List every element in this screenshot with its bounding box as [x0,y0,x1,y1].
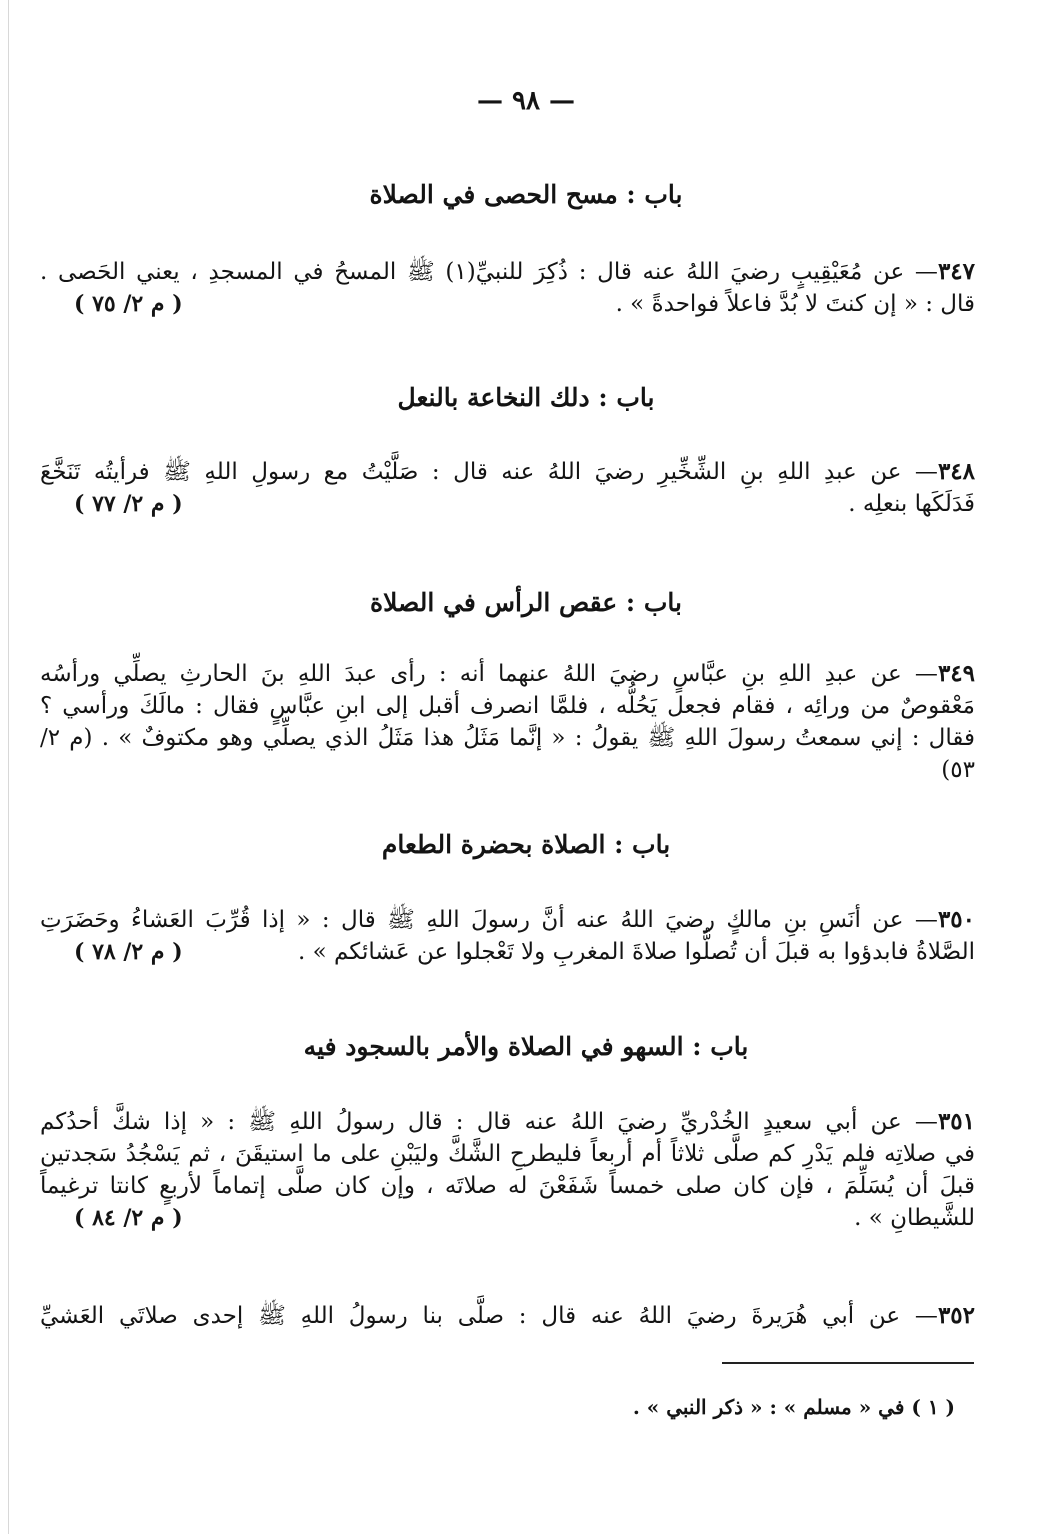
hadith-line: ٣٥١— عن أبي سعيدٍ الخُدْريِّ رضيَ اللهُ عنه قال : قال رسولُ اللهِ ﷺ : « إذا شكَّ أحدُكم [40,1108,975,1135]
hadith-347 [40,256,975,320]
hadith-line: فَدَلَكَها بنعلِه . ( م ٢/ ٧٧ ) [40,488,975,520]
hadith-line: في صلاتِه فلم يَدْرِ كم صلَّى ثلاثاً أم أربعاً فليطرحِ الشَّكَّ وليَبْنِ على ما استيقَنَ ، ثم يَسْجُدُ سَجدتين [40,1141,975,1167]
chapter-heading-347: باب : مسح الحصى في الصلاة [369,180,683,209]
hadith-line: ٣٥٢— عن أبي هُرَيرةَ رضيَ اللهُ عنه قال : صلَّى بنا رسولُ اللهِ ﷺ إحدى صلاتَي العَشيِّ [40,1302,975,1329]
chapter-heading-351: باب : السهو في الصلاة والأمر بالسجود فيه [303,1032,749,1061]
hadith-line: ٣٤٨— عن عبدِ اللهِ بنِ الشِّخِّيرِ رضيَ اللهُ عنه قال : صَلَّيْتُ مع رسولِ اللهِ ﷺ فرأيتُه تَنَخَّعَ [40,458,975,485]
hadith-351 [40,1106,975,1234]
hadith-348 [40,456,975,520]
page-number: — ٩٨ — [476,86,576,116]
hadith-349 [40,658,976,783]
hadith-line: مَعْقوصٌ من ورائِه ، فقام فجعل يَحُلُّه ، فلمَّا انصرف أقبل إلى ابنِ عبَّاسٍ فقال : مالَكَ ورأسي ؟ [40,693,975,719]
hadith-line: الصَّلاةُ فابدؤوا به قبلَ أن تُصلُّوا صلاةَ المغربِ ولا تَعْجلوا عن عَشائكم » . ( م ٢/ ٧٨ ) [40,936,975,968]
hadith-line: للشَّيطانِ » . ( م ٢/ ٨٤ ) [40,1202,975,1234]
scan-edge-line [8,0,9,1534]
hadith-number: ٣٥٢ [937,1302,975,1329]
chapter-heading-349: باب : عقص الرأس في الصلاة [370,588,682,617]
chapter-heading-348: باب : دلك النخاعة بالنعل [397,383,655,412]
hadith-reference: ( م ٢/ ٧٧ ) [74,491,183,517]
hadith-number: ٣٤٩ [937,660,975,687]
hadith-number: ٣٥٠ [937,906,975,933]
hadith-line: ٣٥٠— عن أنَسِ بنِ مالكٍ رضيَ اللهُ عنه أنَّ رسولَ اللهِ ﷺ قال : « إذا قُرِّبَ العَشاءُ وحَضَرَتِ [40,906,975,933]
hadith-line: قبلَ أن يُسَلِّمَ ، فإن كان صلى خمساً شَفَعْنَ له صلاتَه ، وإن كان صلَّى إتماماً لأربعٍ كانتا ترغيماً [40,1173,975,1199]
hadith-line: ٣٤٧— عن مُعَيْقِيبٍ رضيَ اللهُ عنه قال : ذُكِرَ للنبيِّ(١) ﷺ المسحُ في المسجدِ ، يعني الحَصى . [40,258,975,285]
hadith-number: ٣٤٨ [937,458,975,485]
hadith-reference: ( م ٢/ ٨٤ ) [74,1205,183,1231]
footnote: ( ١ ) في « مسلم » : « ذكر النبي » . [632,1395,955,1419]
hadith-reference: ( م ٢/ ٧٥ ) [74,291,183,317]
hadith-line: قال : « إن كنتَ لا بُدَّ فاعلاً فواحدةً » . ( م ٢/ ٧٥ ) [40,288,975,320]
hadith-350 [40,904,975,968]
hadith-number: ٣٥١ [937,1108,975,1135]
hadith-reference: ( م ٢/ ٧٨ ) [74,939,183,965]
hadith-number: ٣٤٧ [937,258,975,285]
hadith-line: فقال : إني سمعتُ رسولَ اللهِ ﷺ يقولُ : « إنَّما مَثَلُ هذا مَثَلُ الذي يصلِّي وهو مكتوفٌ » . (م ٢/ ٥٣) [40,725,976,783]
hadith-352 [40,1300,975,1332]
hadith-line: ٣٤٩— عن عبدِ اللهِ بنِ عبَّاسٍ رضيَ اللهُ عنهما أنه : رأى عبدَ اللهِ بنَ الحارثِ يصلِّي ورأسُه [40,660,975,687]
footnote-separator [722,1362,974,1364]
chapter-heading-350: باب : الصلاة بحضرة الطعام [381,830,671,859]
